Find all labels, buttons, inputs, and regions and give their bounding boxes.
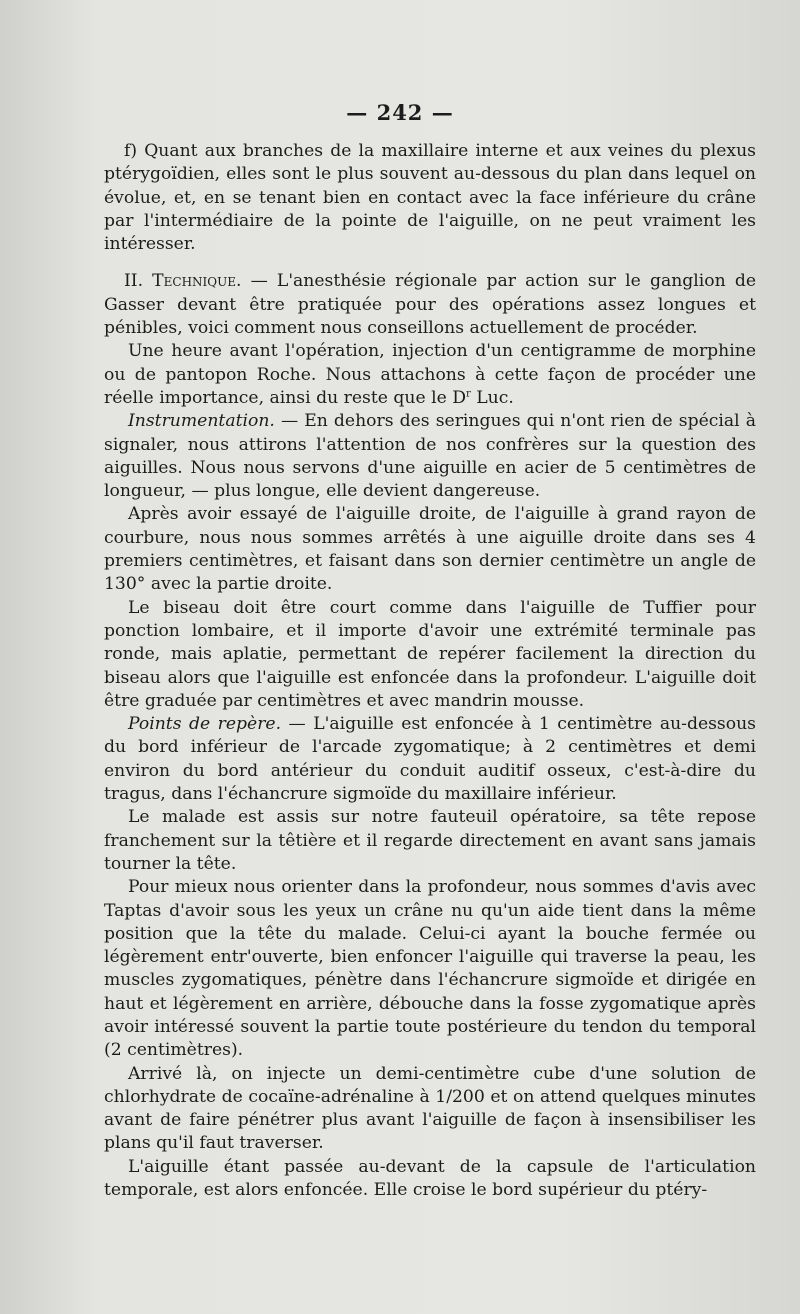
paragraph-needle-advance: L'aiguille étant passée au-devant de la capsule de l'articulation temporale, est alors enfoncée. Elle croise le bord supérieur du ptéry- bbox=[104, 1156, 756, 1201]
paragraph-landmarks: Points de repère. — L'aiguille est enfoncée à 1 centimètre au-dessous du bord inférieur de l'arcade zygomatique; à 2 centimètres et demi environ du bord antérieur du conduit auditif osseux, c'est-à-dire du tragus, dans l'échancrure sigmoïde du maxillaire inférieur. bbox=[104, 714, 756, 805]
paragraph-orientation: Pour mieux nous orienter dans la profondeur, nous sommes d'avis avec Taptas d'avoir sous les yeux un crâne nu qu'un aide tient dans la même position que la tête du malade. Celui-ci ayant la bouche fermée ou légèrement entr'ouverte, bien enfoncer l'aiguille qui traverse la peau, les muscles zygomatiques, pénètre dans l'échancrure sigmoïde et dirigée en haut et légèrement en arrière, débouche dans la fosse zygomatique après avoir intéressé souvent la partie toute postérieure du tendon du temporal (2 centimètres). bbox=[104, 877, 756, 1061]
paragraph-premedication: Une heure avant l'opération, injection d'un centigramme de morphine ou de pantopon Roche. Nous attachons à cette façon de procéder une réelle importance, ainsi du reste que le $D^r$ Luc. bbox=[104, 341, 756, 408]
subheading-landmarks: Points de repère. bbox=[128, 714, 282, 735]
paragraph-instrumentation: Instrumentation. — En dehors des seringues qui n'ont rien de spécial à signaler, nous attirons l'attention de nos confrères sur la question des aiguilles. Nous nous servons d'une aiguille en acier de 5 centimètres de longueur, — plus longue, elle devient dangereuse. bbox=[104, 411, 756, 502]
paragraph-technique: II. Technique. — L'anesthésie régionale par action sur le ganglion de Gasser devant être pratiquée pour des opérations assez longues et pénibles, voici comment nous conseillons actuellement de procéder. bbox=[104, 271, 756, 339]
paragraph-injection: Arrivé là, on injecte un demi-centimètre cube d'une solution de chlorhydrate de cocaïne-adrénaline à 1/200 et on attend quelques minutes avant de faire pénétrer plus avant l'aiguille de façon à insensibiliser les plans qu'il faut traverser. bbox=[104, 1063, 756, 1154]
paragraph-needle-shape: Après avoir essayé de l'aiguille droite, de l'aiguille à grand rayon de courbure, nous nous sommes arrêtés à une aiguille droite dans ses 4 premiers centimètres, et faisant dans son dernier centimètre un angle de 130° avec la partie droite. bbox=[104, 504, 756, 595]
paragraph-bevel: Le biseau doit être court comme dans l'aiguille de Tuffier pour ponction lombaire, et il importe d'avoir une extrémité terminale pas ronde, mais aplatie, permettant de repérer facilement la direction du biseau alors que l'aiguille est enfoncée dans la profondeur. L'aiguille doit être graduée par centimètres et avec mandrin mousse. bbox=[104, 597, 756, 711]
page-number: — 242 — bbox=[346, 100, 454, 125]
paragraph-patient-position: Le malade est assis sur notre fauteuil opératoire, sa tête repose franchement sur la têtière et il regarde directement en avant sans jamais tourner la tête. bbox=[104, 807, 756, 874]
subheading-instrumentation: Instrumentation. bbox=[128, 411, 275, 432]
body-text bbox=[104, 140, 756, 1202]
paragraph-f-branches: f) Quant aux branches de la maxillaire interne et aux veines du plexus ptérygoïdien, elles sont le plus souvent au-dessous du plan dans lequel on évolue, et, en se tenant bien en contact avec la face inférieure du crâne par l'intermédiaire de la pointe de l'aiguille, on ne peut vraiment les intéresser. bbox=[104, 141, 756, 255]
section-heading: II. Technique. bbox=[124, 271, 242, 292]
